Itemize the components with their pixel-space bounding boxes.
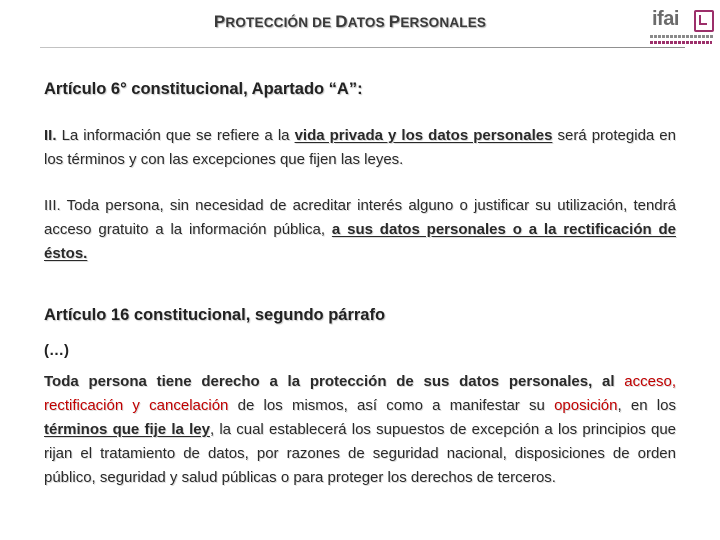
art16-ellipsis: (…) <box>44 342 69 359</box>
art6-ii-text-1: La información que se refiere a la <box>56 127 295 144</box>
logo-mark-icon <box>694 10 714 32</box>
title-part-personales: ERSONALES <box>400 15 487 30</box>
art6-ii-number: II. <box>44 127 57 144</box>
art6-ii-text-2: será protegida en los términos y con las excepciones que fijen las leyes. <box>44 127 676 168</box>
art6-paragraph-iii <box>44 194 676 266</box>
ifai-logo <box>648 4 714 48</box>
logo-tagline-secondary <box>650 41 712 44</box>
title-initial-p2: P <box>388 12 401 31</box>
title-initial-d: D <box>335 12 348 31</box>
title-part-proteccion: ROTECCIÓN DE <box>225 15 336 30</box>
art6-iii-underlined: a sus datos personales o a la rectificación de éstos. <box>44 221 677 262</box>
art6-heading: Artículo 6° constitucional, Apartado “A”: <box>44 80 363 98</box>
art16-heading: Artículo 16 constitucional, segundo párrafo <box>44 306 386 324</box>
slide-title <box>0 12 700 32</box>
art6-iii-text-1: III. Toda persona, sin necesidad de acreditar interés alguno o justificar su utilización, tendrá acceso gratuito a la información pública, <box>44 197 676 238</box>
art16-text-3: , en los <box>617 397 676 414</box>
art16-text-4: , la cual establecerá los supuestos de excepción a los principios que rijan el tratamiento de datos, por razones de seguridad nacional, disposiciones de orden público, seguridad y salud públicas o para proteger los derechos de terceros. <box>44 421 676 486</box>
art6-paragraph-ii <box>44 124 676 172</box>
art16-red-oposicion: oposición <box>554 397 618 414</box>
art16-paragraph <box>44 370 676 490</box>
logo-tagline <box>650 35 714 38</box>
logo-wordmark: ifai <box>652 8 679 30</box>
art6-ii-underlined: vida privada y los datos personales <box>294 127 553 144</box>
art16-red-arco: acceso, rectificación y cancelación <box>44 373 676 414</box>
title-divider <box>40 47 685 48</box>
title-initial-p: P <box>213 12 226 31</box>
art16-underlined: términos que fije la ley <box>44 421 210 438</box>
title-part-datos: ATOS <box>347 15 389 30</box>
art16-text-1: Toda persona tiene derecho a la protección de sus datos personales, al <box>44 373 625 390</box>
art16-text-2: de los mismos, así como a manifestar su <box>228 397 555 414</box>
